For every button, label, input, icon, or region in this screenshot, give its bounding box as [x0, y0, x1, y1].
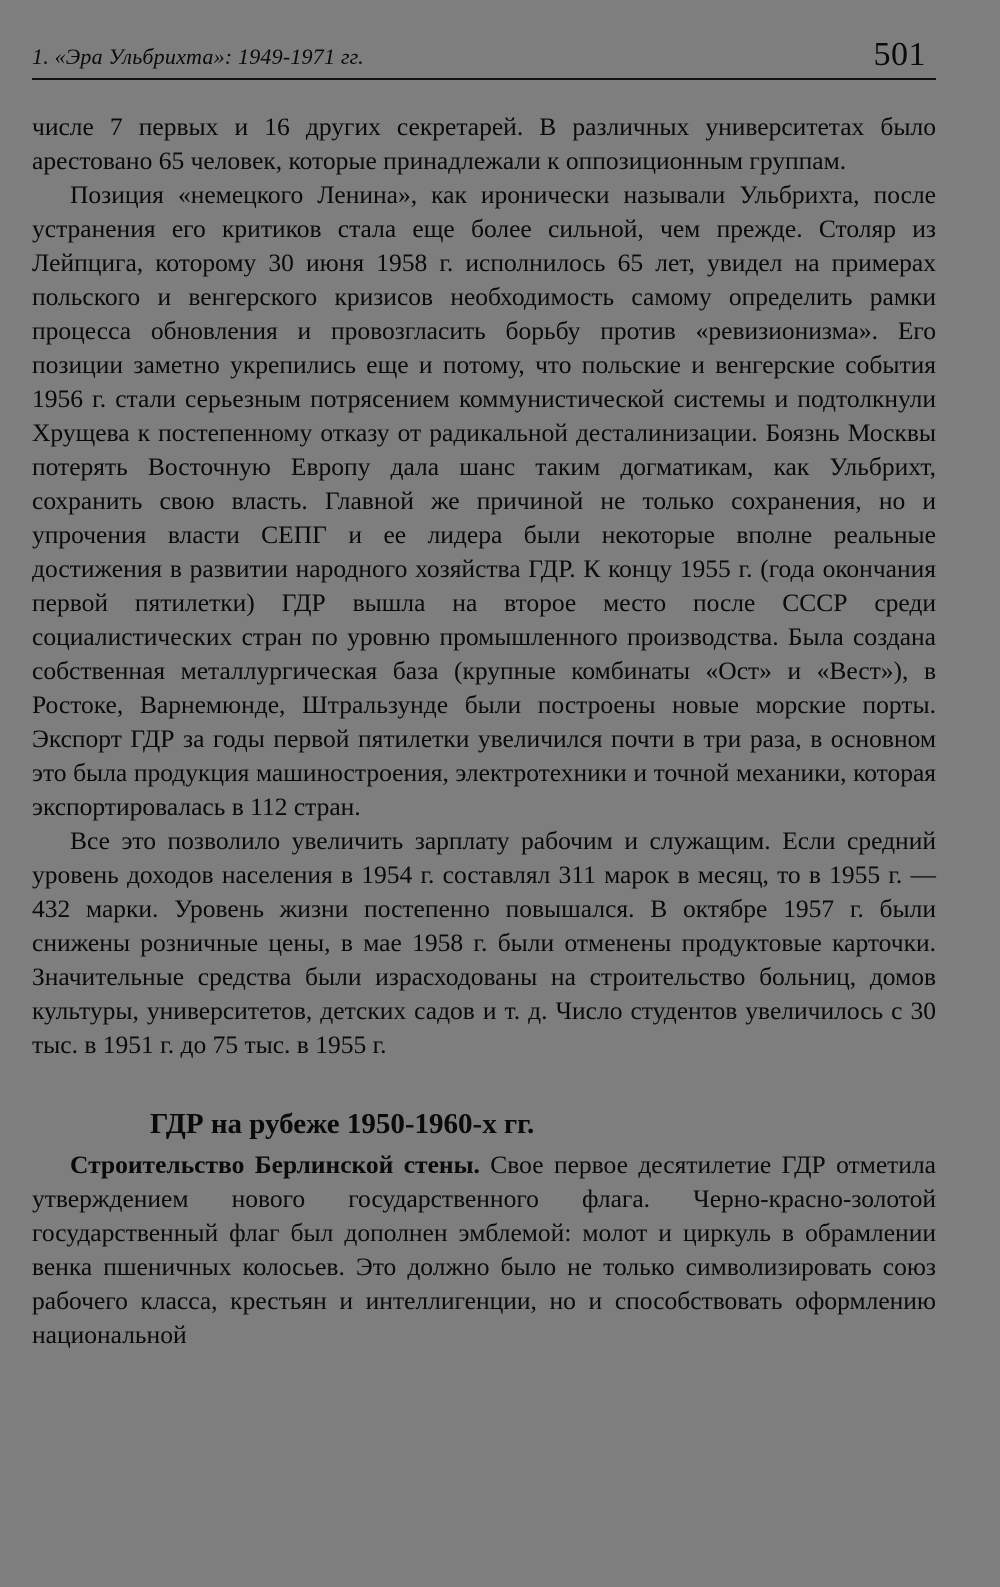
running-head: [32, 34, 936, 80]
paragraph-ulbricht-position: Позиция «немецкого Ленина», как иронически называли Ульбрихта, после устранения его критиков стала еще более сильной, чем прежде. Столяр из Лейпцига, которому 30 июня 1958 г. исполнилось 65 лет, увидел на примерах польского и венгерского кризисов необходимость самому определить рамки процесса обновления и провозгласить борьбу против «ревизионизма». Его позиции заметно укрепились еще и потому, что польские и венгерские события 1956 г. стали серьезным потрясением коммунистической системы и подтолкнули Хрущева к постепенному отказу от радикальной десталинизации. Боязнь Москвы потерять Восточную Европу дала шанс таким догматикам, как Ульбрихт, сохранить свою власть. Главной же причиной не только сохранения, но и упрочения власти СЕПГ и ее лидера были некоторые вполне реальные достижения в развитии народного хозяйства ГДР. К концу 1955 г. (года окончания первой пятилетки) ГДР вышла на второе место после СССР среди социалистических стран по уровню промышленного производства. Была создана собственная металлургическая база (крупные комбинаты «Ост» и «Вест»), в Ростоке, Варнемюнде, Штральзунде были построены новые морские порты. Экспорт ГДР за годы первой пятилетки увеличился почти в три раза, в основном это была продукция машиностроения, электротехники и точной механики, которая экспортировалась в 112 стран.: [32, 180, 936, 821]
header-rule: [32, 78, 936, 80]
section-heading: ГДР на рубеже 1950-1960-х гг.: [150, 1108, 535, 1140]
page-number: 501: [873, 36, 926, 73]
running-title: 1. «Эра Ульбрихта»: 1949-1971 гг.: [32, 44, 364, 69]
text-column: [32, 110, 936, 1352]
run-in-title: Строительство Берлинской стены.: [70, 1150, 480, 1179]
paragraph-wages: Все это позволило увеличить зарплату рабочим и служащим. Если средний уровень доходов населения в 1954 г. составлял 311 марок в месяц, то в 1955 г. — 432 марки. Уровень жизни постепенно повышался. В октябре 1957 г. были снижены розничные цены, в мае 1958 г. были отменены продуктовые карточки. Значительные средства были израсходованы на строительство больниц, домов культуры, университетов, детских садов и т. д. Число студентов увеличилось с 30 тыс. в 1951 г. до 75 тыс. в 1955 г.: [32, 826, 936, 1059]
paragraph-berlin-wall-text: Свое первое десятилетие ГДР отметила утверждением нового государственного флага. Черно-красно-золотой государственный флаг был дополнен эмблемой: молот и циркуль в обрамлении венка пшеничных колосьев. Это должно было не только символизировать союз рабочего класса, крестьян и интеллигенции, но и способствовать оформлению национальной: [32, 1150, 936, 1349]
paragraph-continued: числе 7 первых и 16 других секретарей. В различных университетах было арестовано 65 человек, которые принадлежали к оппозиционным группам.: [32, 112, 936, 175]
paragraph-berlin-wall: [32, 1148, 936, 1352]
